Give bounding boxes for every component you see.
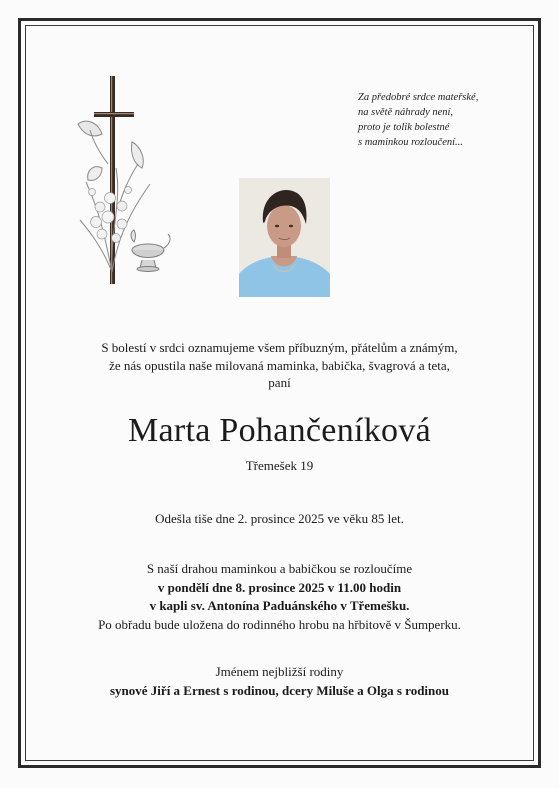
funeral-date-time: v pondělí dne 8. prosince 2025 v 11.00 hodin xyxy=(157,579,402,595)
funeral-details xyxy=(40,560,519,634)
death-notice: Odešla tiše dne 2. prosince 2025 ve věku 85 let. xyxy=(155,511,404,526)
cross-icon xyxy=(94,76,134,284)
farewell-intro: S naší drahou maminkou a babičkou se rozloučíme xyxy=(146,561,413,576)
portrait-photo xyxy=(239,178,330,297)
verse-line: proto je tolik bolestné xyxy=(358,122,450,133)
family-names: synové Jiří a Ernest s rodinou, dcery Miluše a Olga s rodinou xyxy=(110,682,449,698)
memorial-verse xyxy=(358,90,518,150)
announcement-line: S bolestí v srdci oznamujeme všem příbuzným, přátelům a známým, xyxy=(101,340,458,355)
oil-lamp-icon xyxy=(131,230,170,272)
portrait-image xyxy=(239,178,330,297)
verse-line: Za předobré srdce mateřské, xyxy=(358,92,479,103)
deceased-residence: Třemešek 19 xyxy=(245,458,314,473)
burial-info: Po obřadu bude uložena do rodinného hrobu na hřbitově v Šumperku. xyxy=(98,616,461,632)
deceased-name: Marta Pohančeníková xyxy=(127,412,432,449)
announcement-line: paní xyxy=(268,375,291,390)
verse-line: s maminkou rozloučení... xyxy=(358,137,463,148)
family-intro: Jménem nejbližší rodiny xyxy=(215,664,344,679)
cross-with-lilies-illustration xyxy=(72,72,182,287)
funeral-location: v kapli sv. Antonína Paduánského v Třemešku. xyxy=(149,598,410,613)
verse-line: na světě náhrady není, xyxy=(358,107,454,118)
announcement-text xyxy=(40,339,519,392)
family-signature xyxy=(40,663,519,700)
announcement-line: že nás opustila naše milovaná maminka, babička, švagrová a teta, xyxy=(109,357,450,373)
